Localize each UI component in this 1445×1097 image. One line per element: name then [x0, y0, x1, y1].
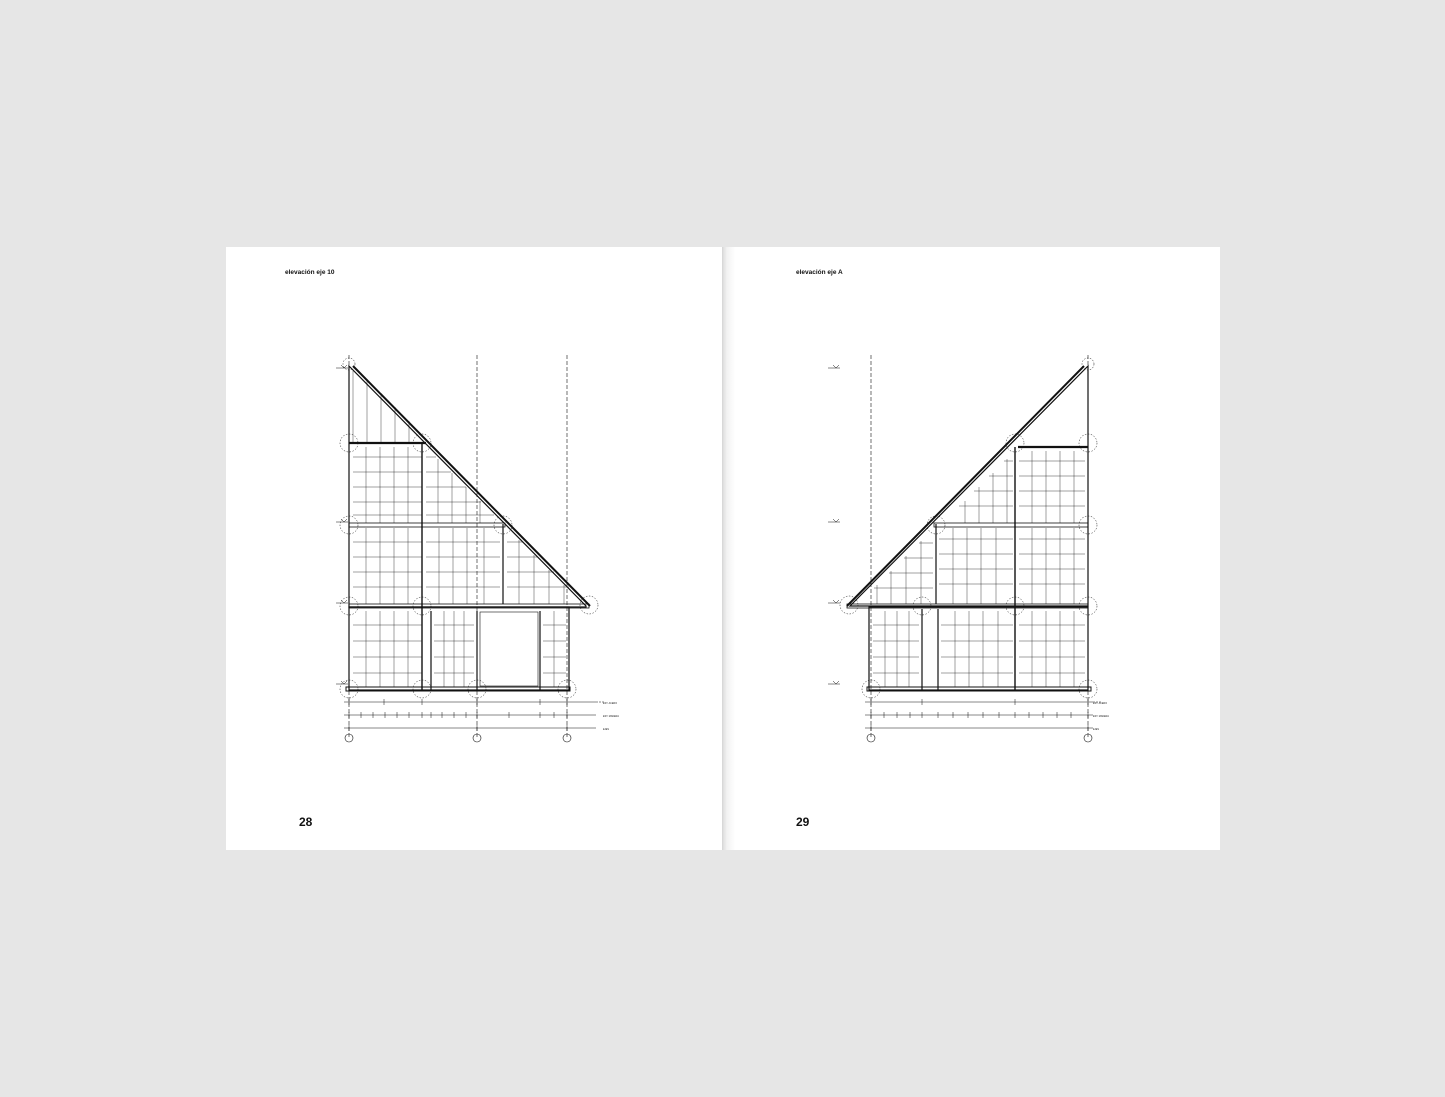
level-markers [336, 365, 348, 684]
gable-outline [349, 366, 586, 607]
page-right [723, 247, 1220, 850]
floor-beam [349, 523, 505, 527]
level-markers [828, 365, 840, 684]
axis-bubbles [345, 734, 571, 742]
legend-ejes: EJES [1093, 728, 1099, 731]
legend-ejes: EJES [603, 728, 609, 731]
page-title-right: elevación eje A [796, 269, 843, 276]
gable-outline [850, 366, 1088, 606]
dimension-lines [344, 699, 604, 731]
panel-grid [353, 371, 569, 687]
detail-callouts [340, 358, 598, 698]
page-number-right: 29 [796, 815, 810, 829]
floor-beam [934, 523, 1088, 527]
roof-rafter [353, 366, 590, 606]
ground-floor-frame [349, 607, 569, 690]
panel-grid [873, 451, 1085, 687]
page-number-left: 28 [299, 815, 313, 829]
dimension-lines [865, 699, 1101, 731]
elevation-drawing-eje-a [723, 247, 1220, 850]
roof-rafter [847, 366, 1084, 606]
ground-floor-frame [869, 607, 1088, 690]
page-left [226, 247, 722, 850]
legend-madera: EST. MADERA [1093, 715, 1109, 718]
legend-madera: EST. MADERA [603, 715, 619, 718]
elevation-drawing-eje-10 [226, 247, 722, 850]
door-opening [480, 612, 538, 686]
legend-acero: EST. ACERO [603, 702, 618, 705]
legend-acero: EST. ACERO [1093, 702, 1108, 705]
page-title-left: elevación eje 10 [285, 269, 335, 276]
axis-bubbles [867, 734, 1092, 742]
detail-callouts [840, 358, 1097, 698]
